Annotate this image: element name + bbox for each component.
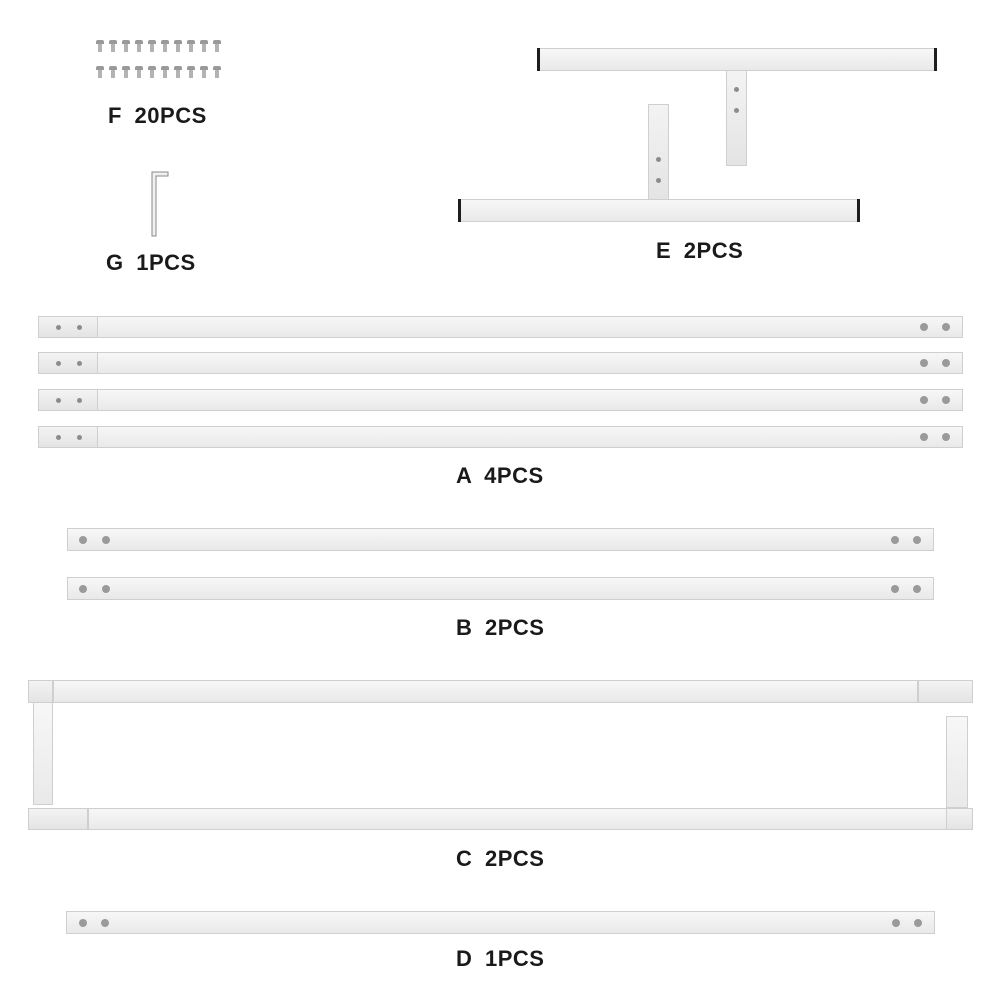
screw-icon xyxy=(96,66,104,78)
screw-icon xyxy=(148,66,156,78)
screw-icon xyxy=(161,40,169,52)
screw-icon xyxy=(187,66,195,78)
screw-icon xyxy=(148,40,156,52)
screw-icon xyxy=(200,66,208,78)
screw-icon xyxy=(135,40,143,52)
screw-icon xyxy=(213,40,221,52)
screw-icon xyxy=(135,66,143,78)
part-a-label: A 4PCS xyxy=(456,463,544,488)
screw-icon xyxy=(174,40,182,52)
screw-icon xyxy=(174,66,182,78)
part-c-label: C 2PCS xyxy=(456,846,545,871)
screw-icon xyxy=(187,40,195,52)
screw-icon xyxy=(122,66,130,78)
screw-icon xyxy=(213,66,221,78)
screw-icon xyxy=(122,40,130,52)
part-e-label: E 2PCS xyxy=(656,238,744,263)
screw-icon xyxy=(109,66,117,78)
part-d-label: D 1PCS xyxy=(456,946,545,971)
screw-icon xyxy=(200,40,208,52)
part-f-label: F 20PCS xyxy=(108,103,207,128)
part-g-label: G 1PCS xyxy=(106,250,196,275)
screw-icon xyxy=(161,66,169,78)
hex-key-icon xyxy=(140,168,180,240)
screw-icon xyxy=(109,40,117,52)
screw-icon xyxy=(96,40,104,52)
part-b-label: B 2PCS xyxy=(456,615,545,640)
